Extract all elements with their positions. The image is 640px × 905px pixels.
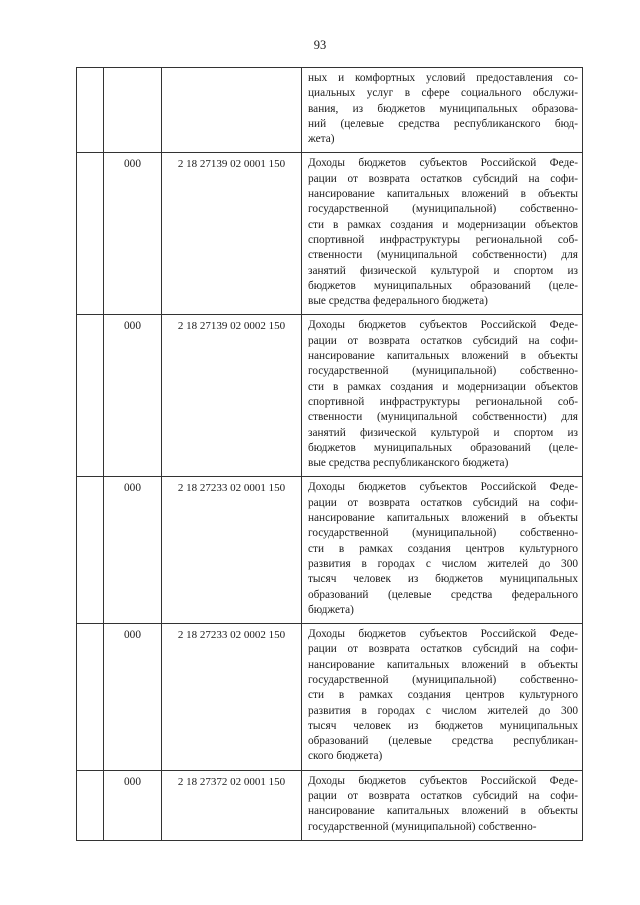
table-row (77, 68, 583, 153)
description-cell (302, 153, 583, 315)
description-line: бюджета) (308, 603, 354, 616)
description-line: Доходы бюджетов субъектов Российской Феде- (308, 774, 578, 787)
description-line: вые средства республиканского бюджета) (308, 457, 509, 470)
description-line: нансирование капитальных вложений в объекты (308, 805, 578, 818)
description-line: сти в рамках создания центров культурного (308, 689, 578, 702)
description-line: ний (целевые средства республиканского бюд- (308, 117, 578, 130)
description-line: развития в городах с числом жителей до 300 (308, 704, 578, 717)
description-cell (302, 68, 583, 153)
description-line: рации от возврата остатков субсидий на софи- (308, 643, 578, 656)
description-cell (302, 315, 583, 477)
blank-cell (77, 624, 104, 771)
description-line: сти в рамках создания и модернизации объектов (308, 218, 578, 231)
description-line: рации от возврата остатков субсидий на софи- (308, 790, 578, 803)
description-line: циальных услуг в сфере социального обслужи- (308, 87, 578, 100)
admin-code-cell: 000 (104, 770, 162, 840)
income-code-cell: 2 18 27233 02 0001 150 (162, 477, 302, 624)
description-line: тысяч человек из бюджетов муниципальных (308, 573, 578, 586)
description-cell (302, 770, 583, 840)
page-number: 93 (313, 38, 327, 52)
description-line: нансирование капитальных вложений в объекты (308, 512, 578, 525)
budget-code-table (76, 67, 583, 841)
description-line: Доходы бюджетов субъектов Российской Феде- (308, 319, 578, 332)
description-line: рации от возврата остатков субсидий на софи- (308, 172, 578, 185)
income-code-cell: 2 18 27233 02 0002 150 (162, 624, 302, 771)
description-line: нансирование капитальных вложений в объекты (308, 188, 578, 201)
description-line: развития в городах с числом жителей до 300 (308, 557, 578, 570)
description-line: государственной (муниципальной) собственно- (308, 527, 578, 540)
description-line: жета) (308, 133, 335, 146)
table-row (77, 624, 583, 771)
income-code-cell: 2 18 27372 02 0001 150 (162, 770, 302, 840)
description-line: ского бюджета) (308, 750, 383, 763)
description-line: ных и комфортных условий предоставления со- (308, 72, 578, 84)
description-line: занятий физической культурой и спортом из (308, 264, 578, 277)
description-line: вые средства федерального бюджета) (308, 295, 488, 308)
description-line: бюджетов муниципальных образований (целе- (308, 441, 578, 454)
description-line: вания, из бюджетов муниципальных образова- (308, 102, 578, 115)
description-line: рации от возврата остатков субсидий на софи- (308, 496, 578, 509)
admin-code-cell: 000 (104, 315, 162, 477)
income-code-cell: 2 18 27139 02 0002 150 (162, 315, 302, 477)
description-line: образований (целевые средства республикан- (308, 735, 578, 748)
admin-code-cell: 000 (104, 477, 162, 624)
description-cell (302, 624, 583, 771)
description-line: рации от возврата остатков субсидий на софи- (308, 334, 578, 347)
blank-cell (77, 770, 104, 840)
description-line: занятий физической культурой и спортом из (308, 426, 578, 439)
description-line: государственной (муниципальной) собственно- (308, 673, 578, 686)
description-line: государственной (муниципальной) собственно- (308, 203, 578, 216)
description-line: тысяч человек из бюджетов муниципальных (308, 719, 578, 732)
description-line: спортивной инфраструктуры региональной соб- (308, 233, 578, 246)
table-row (77, 477, 583, 624)
description-line: Доходы бюджетов субъектов Российской Феде- (308, 628, 578, 641)
description-line: сти в рамках создания и модернизации объектов (308, 380, 578, 393)
admin-code-cell: 000 (104, 624, 162, 771)
description-line: нансирование капитальных вложений в объекты (308, 658, 578, 671)
admin-code-cell (104, 68, 162, 153)
admin-code-cell: 000 (104, 153, 162, 315)
description-line: государственной (муниципальной) собственно- (308, 820, 537, 833)
description-line: Доходы бюджетов субъектов Российской Феде- (308, 481, 578, 494)
description-line: государственной (муниципальной) собственно- (308, 365, 578, 378)
description-line: ственности (муниципальной собственности) для (308, 411, 578, 424)
description-line: образований (целевые средства федерального (308, 588, 578, 601)
table-row (77, 315, 583, 477)
description-cell (302, 477, 583, 624)
blank-cell (77, 153, 104, 315)
description-line: сти в рамках создания центров культурного (308, 542, 578, 555)
blank-cell (77, 315, 104, 477)
description-line: Доходы бюджетов субъектов Российской Феде- (308, 157, 578, 170)
table-row (77, 153, 583, 315)
income-code-cell: 2 18 27139 02 0001 150 (162, 153, 302, 315)
description-line: ственности (муниципальной собственности) для (308, 249, 578, 262)
blank-cell (77, 68, 104, 153)
description-line: нансирование капитальных вложений в объекты (308, 350, 578, 363)
description-line: бюджетов муниципальных образований (целе- (308, 279, 578, 292)
table-body (77, 68, 583, 841)
income-code-cell (162, 68, 302, 153)
blank-cell (77, 477, 104, 624)
description-line: спортивной инфраструктуры региональной соб- (308, 395, 578, 408)
table-row (77, 770, 583, 840)
